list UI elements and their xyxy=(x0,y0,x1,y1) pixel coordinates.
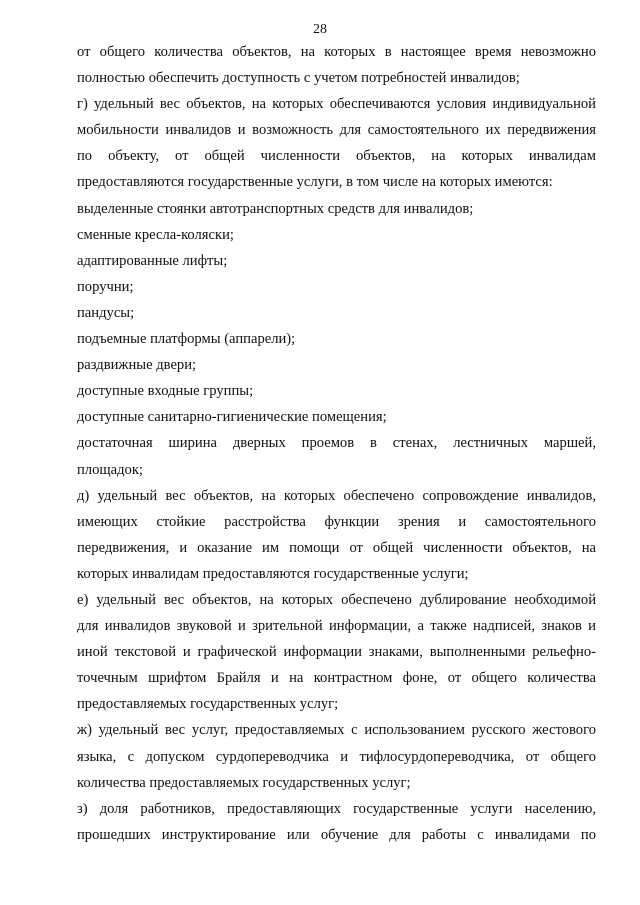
text-line: передвижения, и оказание им помощи от общей численности объектов, на xyxy=(77,539,596,556)
text-line: подъемные платформы (аппарели); xyxy=(77,331,296,348)
text-line: предоставляемых государственных услуг; xyxy=(77,696,339,713)
text-line: прошедших инструктирование или обучение для работы с инвалидами по xyxy=(77,826,596,843)
text-line: языка, с допуском сурдопереводчика и тифлосурдопереводчика, от общего xyxy=(77,748,596,765)
text-line: точечным шрифтом Брайля и на контрастном фоне, от общего количества xyxy=(77,670,596,687)
page-number: 28 xyxy=(313,22,327,37)
text-line: полностью обеспечить доступность с учетом потребностей инвалидов; xyxy=(77,70,520,87)
text-line: з) доля работников, предоставляющих государственные услуги населению, xyxy=(77,800,596,817)
text-line: иной текстовой и графической информации знаками, выполненными рельефно- xyxy=(77,644,596,661)
text-line: от общего количества объектов, на которых в настоящее время невозможно xyxy=(77,44,596,60)
text-line: количества предоставляемых государственных услуг; xyxy=(77,774,411,791)
text-line: сменные кресла-коляски; xyxy=(77,226,234,243)
text-line: предоставляются государственные услуги, в том числе на которых имеются: xyxy=(77,174,553,191)
text-line: пандусы; xyxy=(77,304,135,321)
text-line: адаптированные лифты; xyxy=(77,252,228,269)
text-line: площадок; xyxy=(77,461,143,478)
text-line: достаточная ширина дверных проемов в стенах, лестничных маршей, xyxy=(77,435,596,452)
text-line: доступные входные группы; xyxy=(77,383,254,400)
document-body xyxy=(77,39,596,848)
text-line: д) удельный вес объектов, на которых обеспечено сопровождение инвалидов, xyxy=(77,487,596,504)
text-line: по объекту, от общей численности объектов, на которых инвалидам xyxy=(77,148,596,165)
text-line: поручни; xyxy=(77,278,134,295)
text-line: доступные санитарно-гигиенические помещения; xyxy=(77,409,387,426)
text-line: мобильности инвалидов и возможность для самостоятельного их передвижения xyxy=(77,122,596,139)
text-line: е) удельный вес объектов, на которых обеспечено дублирование необходимой xyxy=(77,591,596,608)
text-line: выделенные стоянки автотранспортных средств для инвалидов; xyxy=(77,200,474,217)
text-line: раздвижные двери; xyxy=(77,357,197,374)
text-line: г) удельный вес объектов, на которых обеспечиваются условия индивидуальной xyxy=(77,96,596,113)
text-line: которых инвалидам предоставляются государственные услуги; xyxy=(77,565,469,582)
text-line: имеющих стойкие расстройства функции зрения и самостоятельного xyxy=(77,513,596,530)
text-line: для инвалидов звуковой и зрительной информации, а также надписей, знаков и xyxy=(77,618,596,635)
text-line: ж) удельный вес услуг, предоставляемых с использованием русского жестового xyxy=(77,722,596,739)
